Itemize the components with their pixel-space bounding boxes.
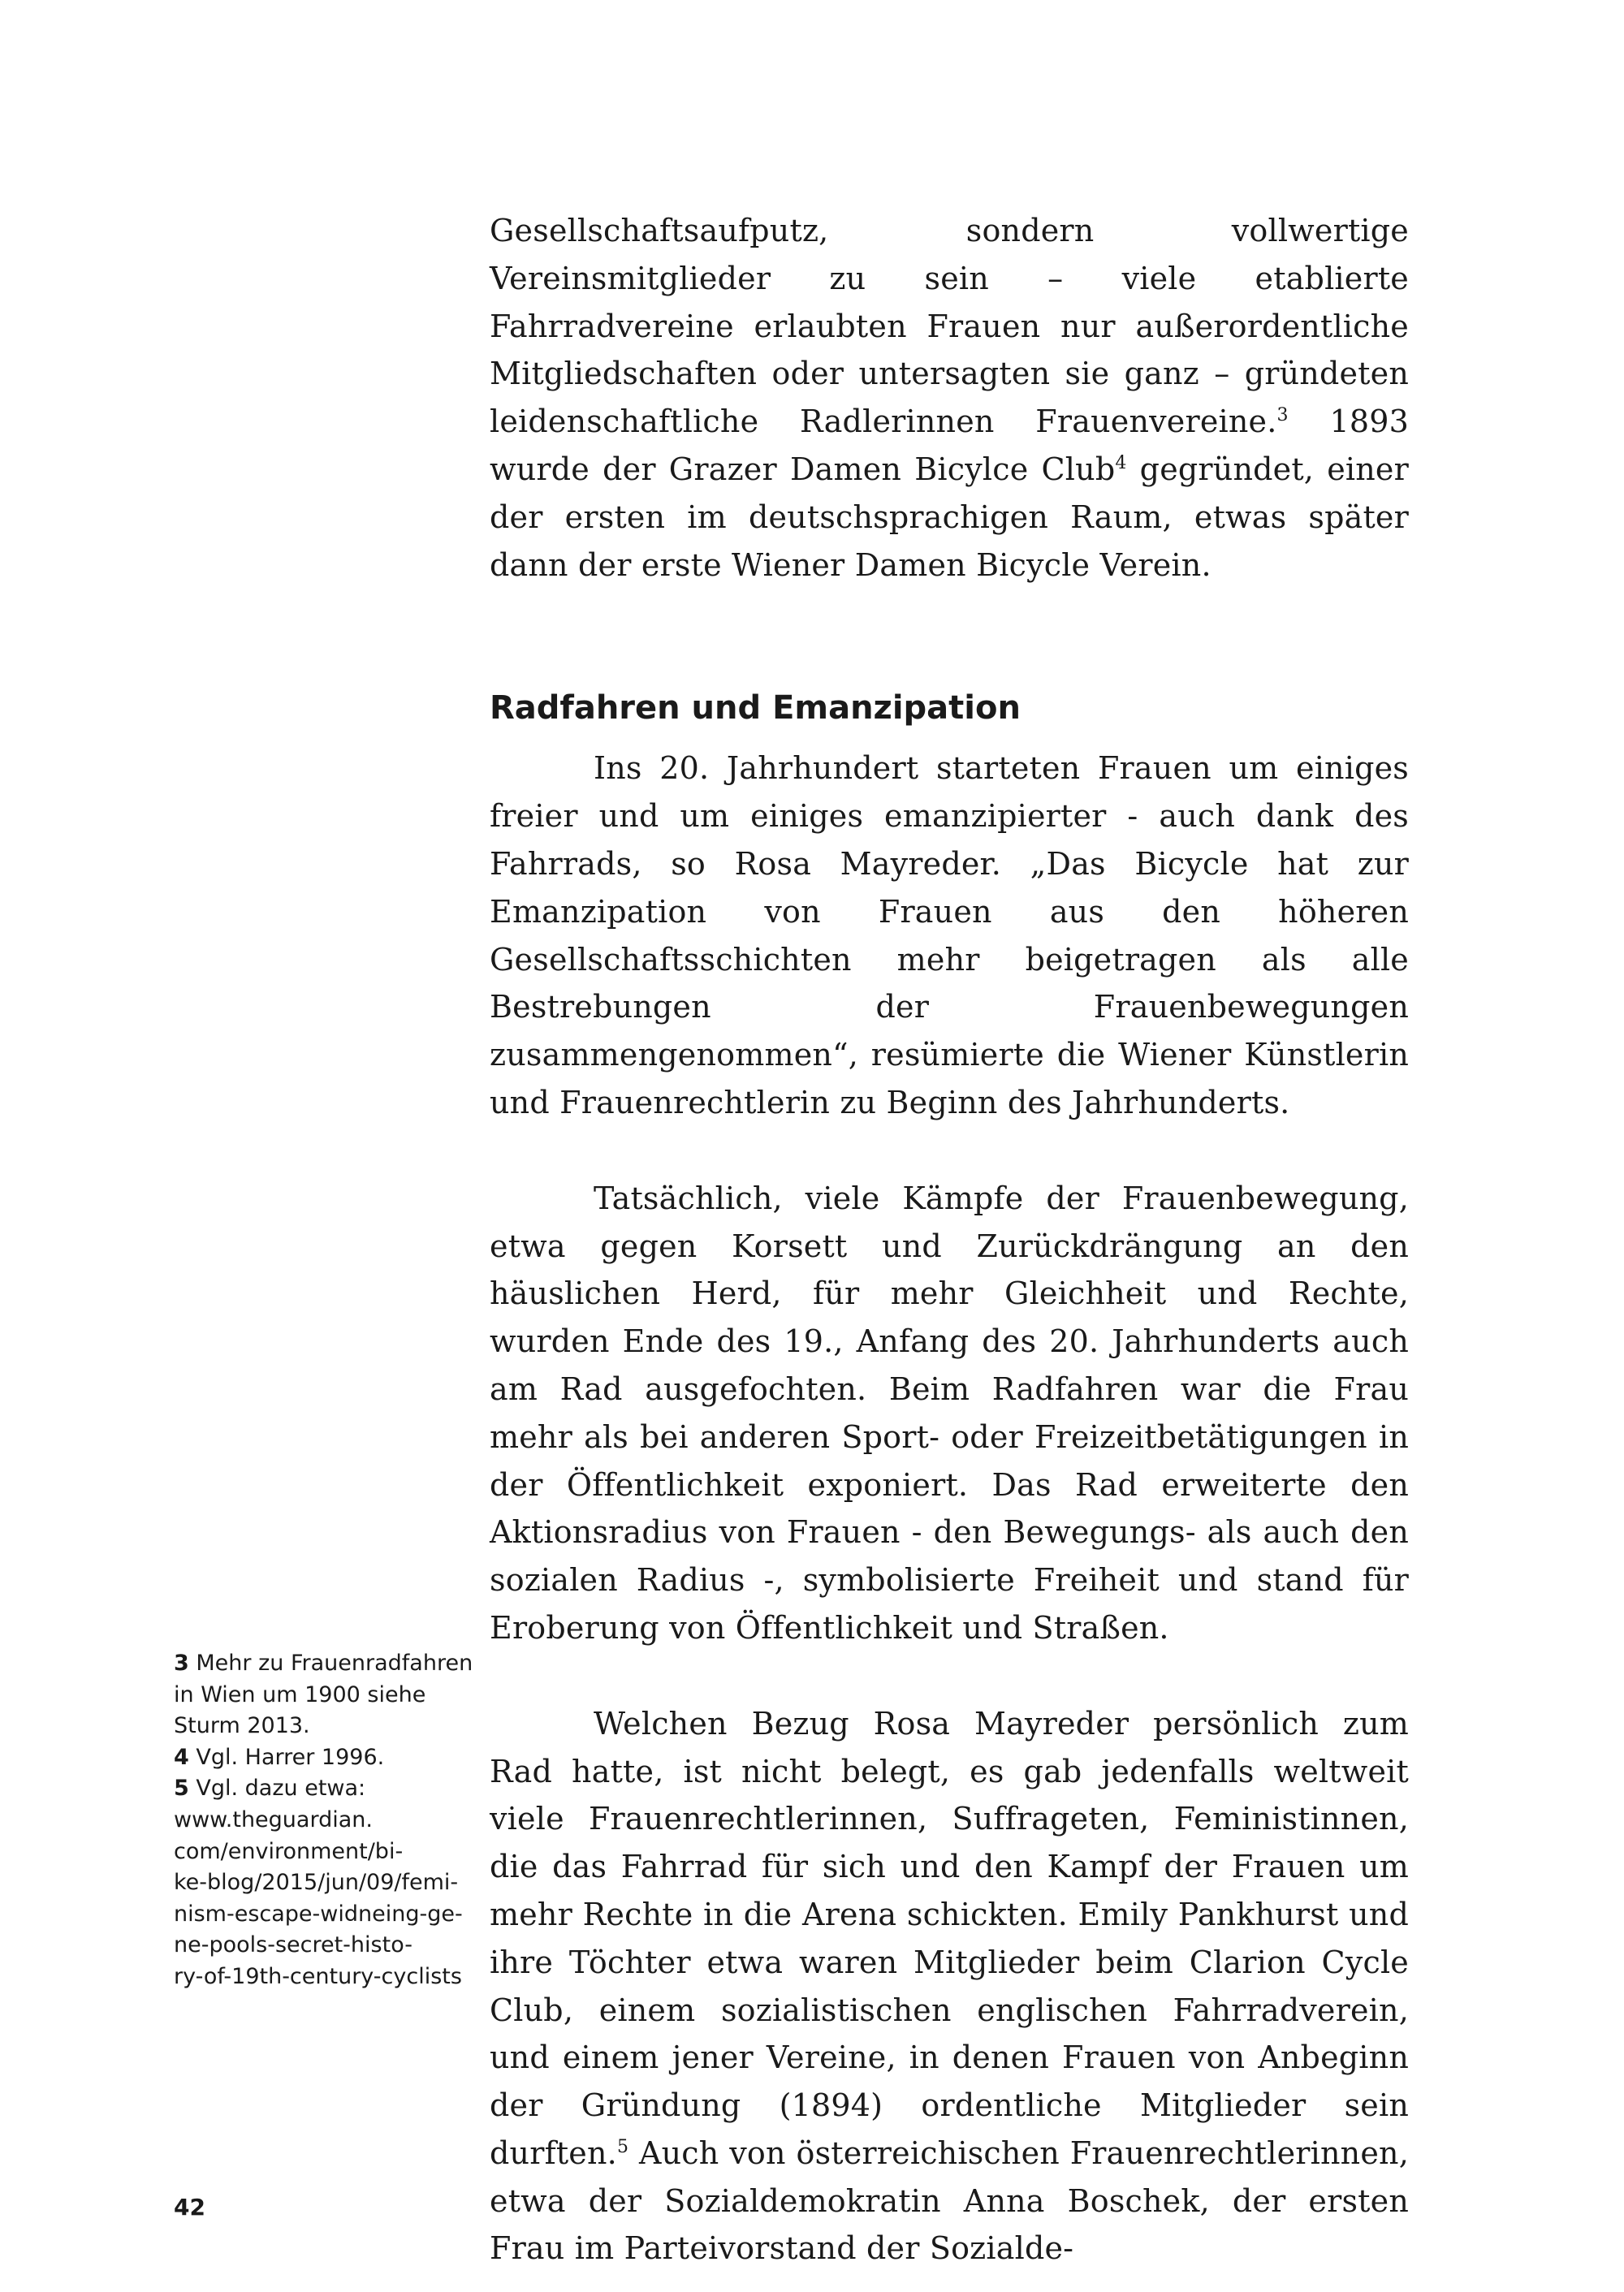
footnote-text: Vgl. dazu etwa: xyxy=(188,1776,366,1802)
paragraph-text: Gesellschaftsaufputz, sondern vollwertige Vereinsmitglieder zu sein – viele etablierte Fahrradvereine erlaubten Frauen nur außerordentliche Mitgliedschaften oder untersagten sie ganz – gründeten leidenschaftliche Radlerinnen Frauenvereine. xyxy=(490,213,1409,440)
footnote-link[interactable]: ke-blog/2015/jun/09/femi- xyxy=(174,1870,459,1896)
paragraph-text: Welchen Bezug Rosa Mayreder persönlich zum Rad hatte, ist nicht belegt, es gab jedenfalls weltweit viele Frauenrechtlerinnen, Suffrageten, Feministinnen, die das Fahrrad für sich und den Kampf der Frauen um mehr Rechte in die Arena schickten. Emily Pankhurst und ihre Töchter etwa waren Mitglieder beim Clarion Cycle Club, einem sozialistischen englischen Fahrradverein, und einem jener Vereine, in denen Frauen von Anbeginn der Gründung (1894) ordentliche Mitglieder sein durften. xyxy=(490,1705,1409,2171)
paragraph-struggles: Tatsächlich, viele Kämpfe der Frauenbewegung, etwa gegen Korsett und Zurückdrängung an den häuslichen Herd, für mehr Gleichheit und Rechte, wurden Ende des 19., Anfang des 20. Jahrhunderts auch am Rad ausgefochten. Beim Radfahren war die Frau mehr als bei anderen Sport- oder Freizeitbetätigungen in der Öffentlichkeit exponiert. Das Rad erweiterte den Aktionsradius von Frauen - den Bewegungs- als auch den sozialen Radius -, symbolisierte Freiheit und stand für Eroberung von Öffentlichkeit und Straßen. xyxy=(490,1180,1409,1646)
footnote-number: 3 xyxy=(174,1651,189,1676)
page-number: 42 xyxy=(174,2194,205,2221)
paragraph-clubs xyxy=(490,207,1409,589)
main-text-column xyxy=(490,207,1409,2273)
footnote-4 xyxy=(174,1742,466,1774)
paragraph-text: 1893 wurde der Grazer Damen Bicylce Club xyxy=(490,404,1409,487)
footnotes xyxy=(174,1648,473,1993)
paragraph-text: Auch von österreichischen Frauenrechtlerinnen, etwa der Sozialdemokratin Anna Boschek, der ersten Frau im Parteivorstand der Sozialde- xyxy=(490,2134,1409,2267)
footnote-ref-4[interactable]: 4 xyxy=(1115,452,1127,473)
footnote-link[interactable]: ne-pools-secret-histo- xyxy=(174,1932,412,1958)
paragraph-text: gegründet, einer der ersten im deutschsprachigen Raum, etwas später dann der erste Wiener Damen Bicycle Verein. xyxy=(490,451,1409,583)
footnote-link[interactable]: com/environment/bi- xyxy=(174,1838,404,1864)
section-heading: Radfahren und Emanzipation xyxy=(490,689,1021,727)
paragraph-pankhurst xyxy=(490,1700,1409,2273)
footnote-ref-5[interactable]: 5 xyxy=(616,2136,629,2157)
footnote-number: 5 xyxy=(174,1776,189,1802)
footnote-link[interactable]: www.theguardian. xyxy=(174,1806,373,1832)
footnote-text: Mehr zu Frauenradfahren xyxy=(188,1651,473,1676)
footnote-5 xyxy=(174,1773,466,1805)
footnote-3 xyxy=(174,1648,473,1680)
footnote-link[interactable]: ry-of-19th-century-cyclists xyxy=(174,1963,462,1989)
footnote-text: in Wien um 1900 siehe xyxy=(174,1681,426,1707)
footnote-text: Vgl. Harrer 1996. xyxy=(188,1744,385,1770)
footnote-link[interactable]: nism-escape-widneing-ge- xyxy=(174,1901,463,1927)
paragraph-mayreder: Ins 20. Jahrhundert starteten Frauen um einiges freier und um einiges emanzipierter - auch dank des Fahrrads, so Rosa Mayreder. „Das Bicycle hat zur Emanzipation von Frauen aus den höheren Gesellschaftsschichten mehr beigetragen als alle Bestrebungen der Frauenbewegungen zusammengenommen“, resümierte die Wiener Künstlerin und Frauenrechtlerin zu Beginn des Jahrhunderts. xyxy=(490,750,1409,1120)
footnote-number: 4 xyxy=(174,1744,189,1770)
footnote-ref-3[interactable]: 3 xyxy=(1276,405,1289,426)
footnote-text: Sturm 2013. xyxy=(174,1713,310,1739)
